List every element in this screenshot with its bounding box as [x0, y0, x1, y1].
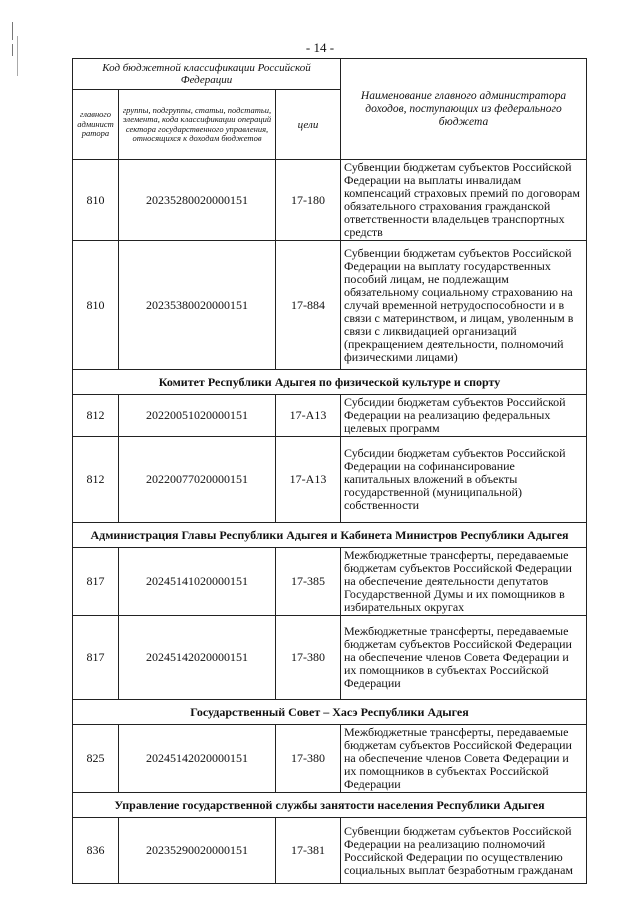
goal-code-cell: 17-884: [276, 241, 341, 370]
table-row: [73, 616, 587, 700]
header-code-column: группы, подгруппы, статьи, подстатьи, элемента, кода классификации операций сектора государственного управления, относящихся к доходам бюджетов: [119, 90, 276, 160]
table-row: [73, 818, 587, 884]
header-name-column: Наименование главного администратора доходов, поступающих из федерального бюджета: [341, 59, 587, 160]
goal-code-cell: 17-380: [276, 725, 341, 793]
table-row: [73, 437, 587, 523]
revenue-name-cell: Межбюджетные трансферты, передаваемые бюджетам субъектов Российской Федерации на обеспечение деятельности депутатов Государственной Думы и их помощников в избирательных округах: [341, 548, 587, 616]
margin-mark: [12, 22, 13, 40]
revenue-name-cell: Субсидии бюджетам субъектов Российской Федерации на реализацию федеральных целевых программ: [341, 395, 587, 437]
table-row: [73, 725, 587, 793]
section-title: Комитет Республики Адыгея по физической культуре и спорту: [73, 370, 587, 395]
admin-code-cell: 810: [73, 241, 119, 370]
section-title: Управление государственной службы занятости населения Республики Адыгея: [73, 793, 587, 818]
revenue-name-cell: Субвенции бюджетам субъектов Российской Федерации на выплату государственных пособий лицам, не подлежащим обязательному социальному страхованию на случай временной нетрудоспособности и в связи с материнством, и лицам, уволенным в связи с ликвидацией организаций (прекращением деятельности, полномочий физическими лицами): [341, 241, 587, 370]
budget-code-cell: 20235280020000151: [119, 160, 276, 241]
budget-classification-table: [72, 58, 587, 884]
goal-code-cell: 17-385: [276, 548, 341, 616]
admin-code-cell: 817: [73, 548, 119, 616]
header-group-title: Код бюджетной классификации Российской Федерации: [73, 59, 341, 90]
goal-code-cell: 17-380: [276, 616, 341, 700]
goal-code-cell: 17-А13: [276, 395, 341, 437]
page-number: - 14 -: [305, 40, 335, 55]
admin-code-cell: 810: [73, 160, 119, 241]
section-title: Государственный Совет – Хасэ Республики Адыгея: [73, 700, 587, 725]
budget-code-cell: 20220051020000151: [119, 395, 276, 437]
budget-code-cell: 20235380020000151: [119, 241, 276, 370]
goal-code-cell: 17-381: [276, 818, 341, 884]
header-goal-column: цели: [276, 90, 341, 160]
budget-code-cell: 20245142020000151: [119, 725, 276, 793]
revenue-name-cell: Субсидии бюджетам субъектов Российской Федерации на софинансирование капитальных вложений в объекты государственной (муниципальной) собственности: [341, 437, 587, 523]
section-row: [73, 793, 587, 818]
table-row: [73, 395, 587, 437]
goal-code-cell: 17-А13: [276, 437, 341, 523]
table-row: [73, 241, 587, 370]
revenue-name-cell: Субвенции бюджетам субъектов Российской Федерации на реализацию полномочий Российской Федерации по осуществлению социальных выплат безработным гражданам: [341, 818, 587, 884]
admin-code-cell: 812: [73, 395, 119, 437]
table-row: [73, 160, 587, 241]
revenue-name-cell: Межбюджетные трансферты, передаваемые бюджетам субъектов Российской Федерации на обеспечение членов Совета Федерации и их помощников в субъектах Российской Федерации: [341, 616, 587, 700]
admin-code-cell: 817: [73, 616, 119, 700]
budget-code-cell: 20245141020000151: [119, 548, 276, 616]
revenue-name-cell: Межбюджетные трансферты, передаваемые бюджетам субъектов Российской Федерации на обеспечение членов Совета Федерации и их помощников в субъектах Российской Федерации: [341, 725, 587, 793]
revenue-name-cell: Субвенции бюджетам субъектов Российской Федерации на выплаты инвалидам компенсаций страховых премий по договорам обязательного страхования гражданской ответственности владельцев транспортных средств: [341, 160, 587, 241]
section-row: [73, 700, 587, 725]
table-row: [73, 548, 587, 616]
section-row: [73, 523, 587, 548]
budget-code-cell: 20235290020000151: [119, 818, 276, 884]
admin-code-cell: 836: [73, 818, 119, 884]
section-row: [73, 370, 587, 395]
budget-code-cell: 20220077020000151: [119, 437, 276, 523]
budget-code-cell: 20245142020000151: [119, 616, 276, 700]
goal-code-cell: 17-180: [276, 160, 341, 241]
admin-code-cell: 825: [73, 725, 119, 793]
header-admin-column: главного админист ратора: [73, 90, 119, 160]
section-title: Администрация Главы Республики Адыгея и Кабинета Министров Республики Адыгея: [73, 523, 587, 548]
admin-code-cell: 812: [73, 437, 119, 523]
